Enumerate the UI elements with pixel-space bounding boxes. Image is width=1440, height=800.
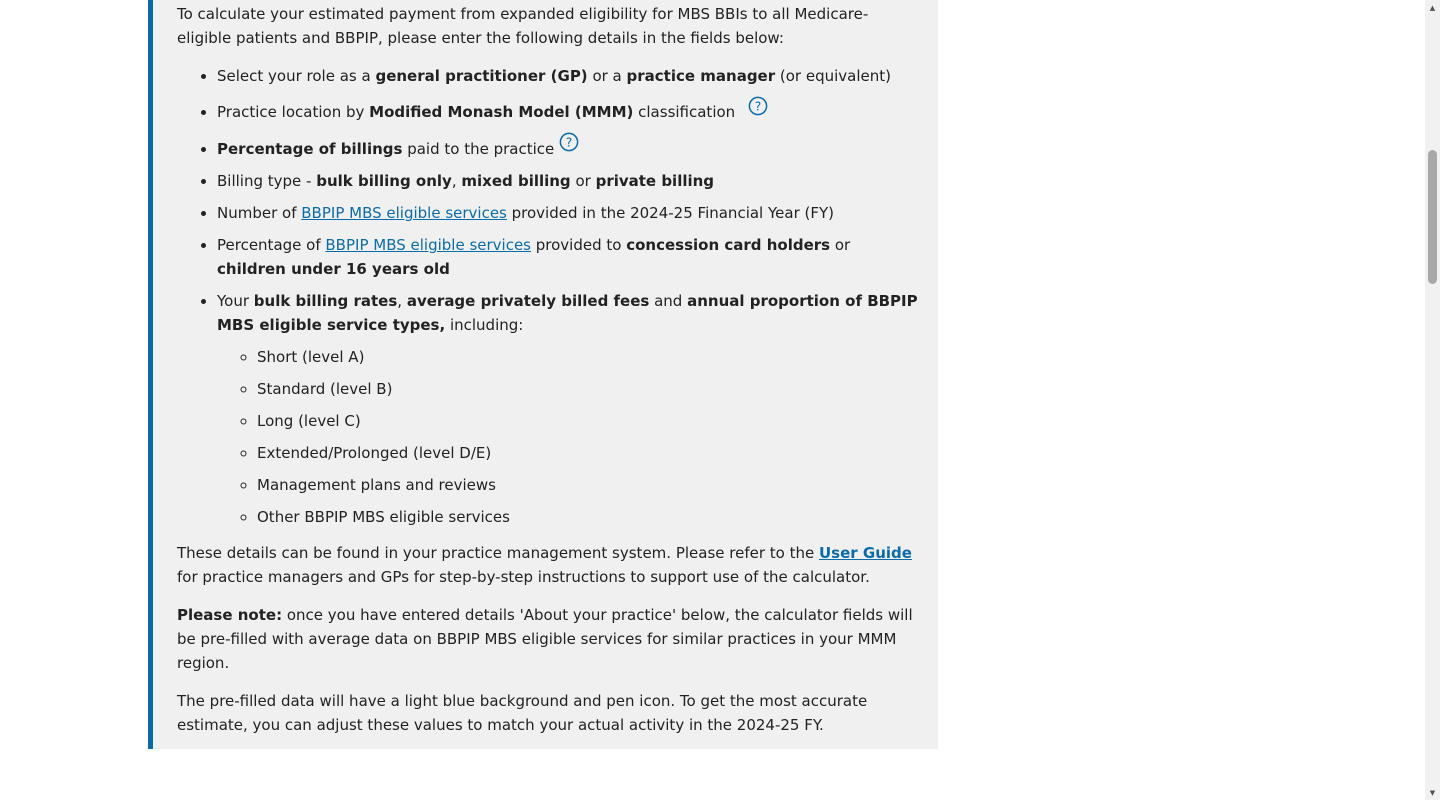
- required-details-list: [177, 64, 918, 529]
- scroll-up-arrow-icon[interactable]: ▲: [1429, 3, 1436, 12]
- service-types-list: [217, 345, 918, 529]
- list-item-billings-percentage: • Percentage of billings paid to the practice ?: [217, 132, 918, 161]
- list-item-number-of-services: • Number of BBPIP MBS eligible services provided in the 2024-25 Financial Year (FY): [217, 201, 918, 225]
- list-item-role: • Select your role as a general practitioner (GP) or a practice manager (or equivalent): [217, 64, 918, 88]
- practice-system-paragraph: These details can be found in your practice management system. Please refer to the User Guide for practice managers and GPs for step-by-step instructions to support use of the calculator.: [177, 544, 912, 586]
- service-type-item: ◦ Extended/Prolonged (level D/E): [257, 441, 918, 465]
- list-item-billing-type: • Billing type - bulk billing only, mixed billing or private billing: [217, 169, 918, 193]
- bbpip-eligible-services-link[interactable]: BBPIP MBS eligible services: [301, 204, 507, 222]
- mmm-help-icon[interactable]: [748, 96, 768, 123]
- service-type-item: ◦ Long (level C): [257, 409, 918, 433]
- svg-text:?: ?: [754, 99, 762, 114]
- list-item-billing-rates: • Your bulk billing rates, average privately billed fees and annual proportion of BBPIP MBS eligible service types, including: ◦ Short (level A) ◦ Standard (level B) ◦ Long (level C) ◦ Extended/Prolonged (level D/E) ◦ Management plans and reviews ◦ Other BBPIP MBS eligible services: [217, 289, 918, 529]
- service-type-item: ◦ Other BBPIP MBS eligible services: [257, 505, 918, 529]
- list-item-mmm-location: • Practice location by Modified Monash Model (MMM) classification ?: [217, 96, 918, 124]
- bbpip-eligible-services-link[interactable]: BBPIP MBS eligible services: [325, 236, 531, 254]
- service-type-item: ◦ Short (level A): [257, 345, 918, 369]
- please-note-paragraph: Please note: once you have entered details 'About your practice' below, the calculator fields will be pre-filled with average data on BBPIP MBS eligible services for similar practices in your MMM region.: [177, 606, 913, 672]
- scrollbar-thumb[interactable]: [1428, 150, 1437, 284]
- billings-help-icon[interactable]: [559, 132, 579, 159]
- svg-text:?: ?: [565, 135, 573, 150]
- prefilled-data-paragraph: The pre-filled data will have a light blue background and pen icon. To get the most accurate estimate, you can adjust these values to match your actual activity in the 2024-25 FY.: [177, 692, 868, 734]
- service-type-item: ◦ Management plans and reviews: [257, 473, 918, 497]
- list-item-concession-percentage: • Percentage of BBPIP MBS eligible services provided to concession card holders or children under 16 years old: [217, 233, 918, 281]
- intro-text: To calculate your estimated payment from expanded eligibility for MBS BBIs to all Medicare-eligible patients and BBPIP, please enter the following details in the fields below:: [177, 5, 869, 47]
- user-guide-link[interactable]: User Guide: [818, 544, 912, 562]
- service-type-item: ◦ Standard (level B): [257, 377, 918, 401]
- scroll-down-arrow-icon[interactable]: ▼: [1429, 788, 1436, 797]
- calculator-instructions-panel: [148, 0, 938, 749]
- vertical-scrollbar[interactable]: [1425, 0, 1440, 800]
